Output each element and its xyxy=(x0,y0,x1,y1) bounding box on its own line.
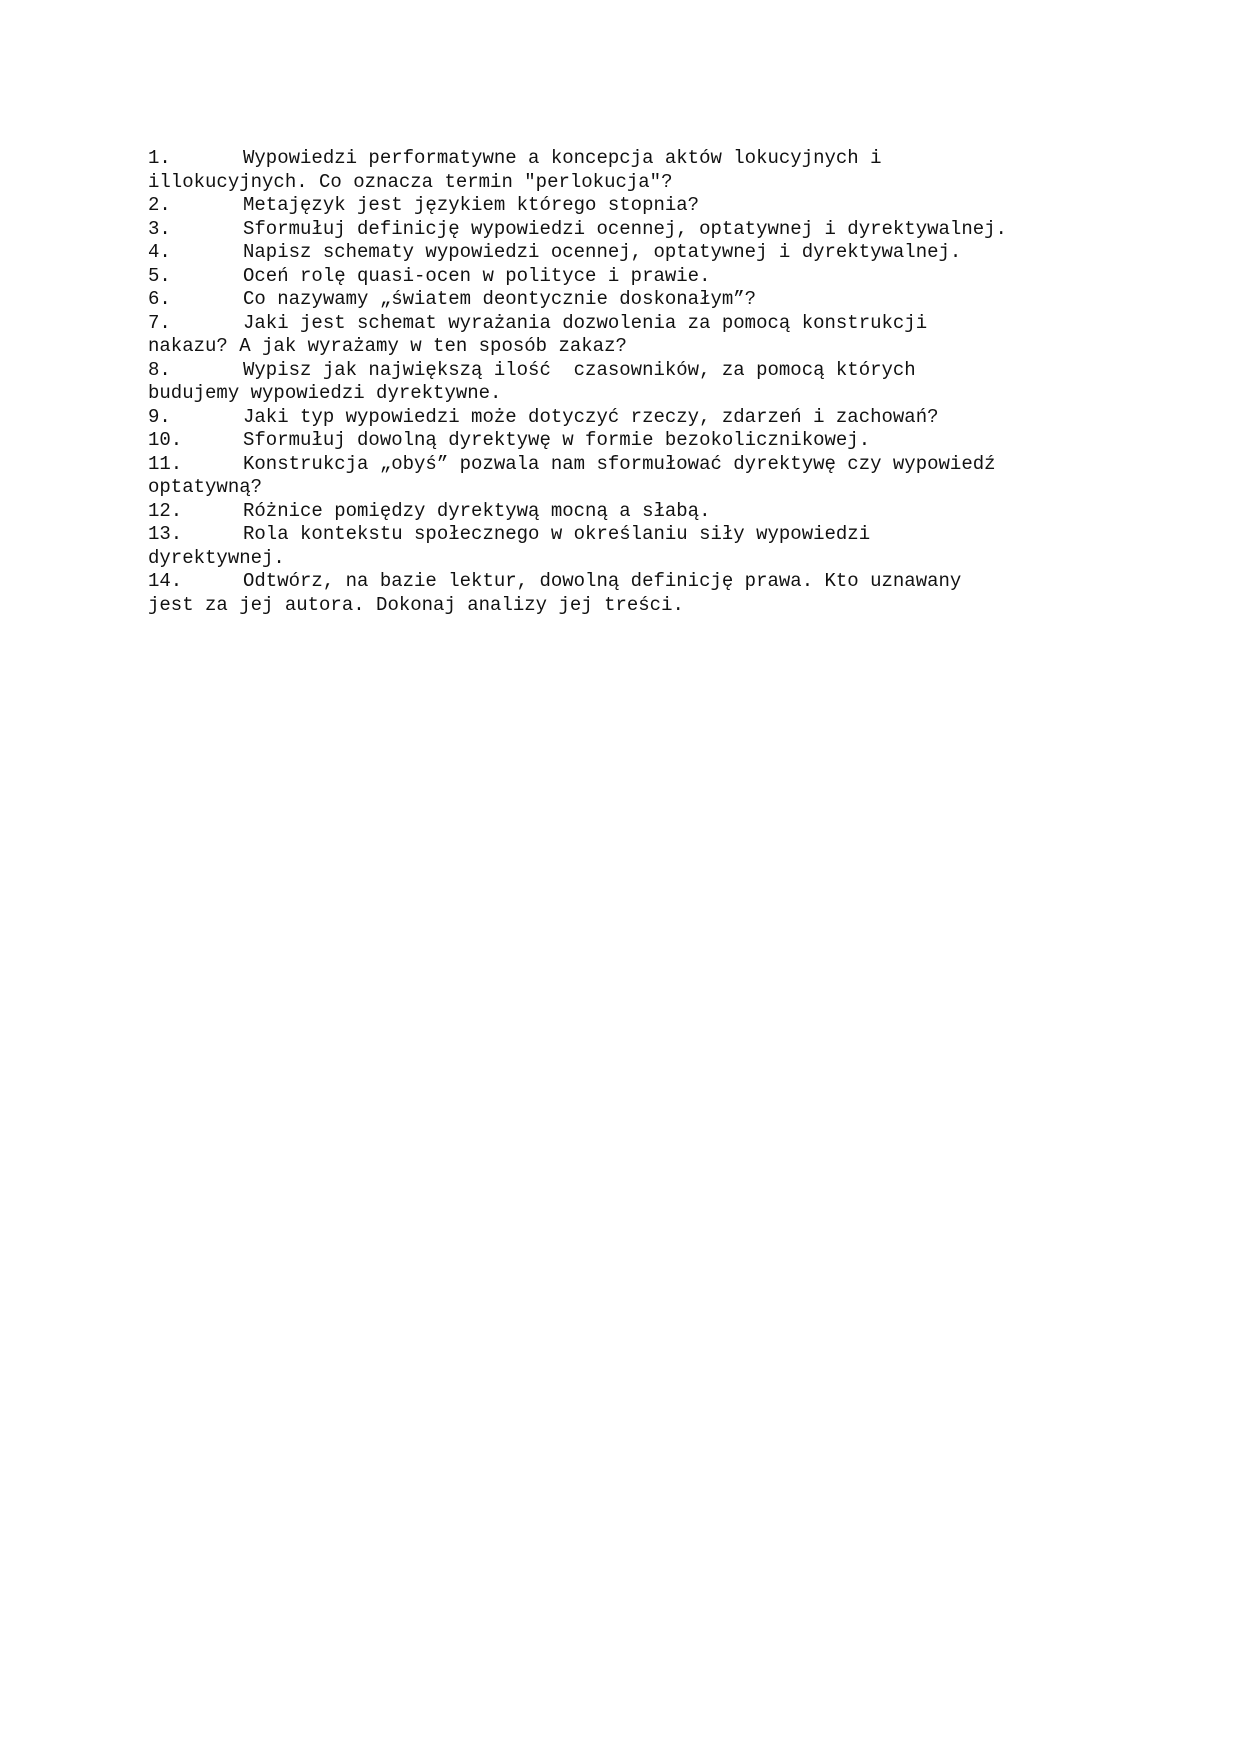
question-item xyxy=(148,406,1148,430)
question-text: Co nazywamy „światem deontycznie doskonałym”? xyxy=(243,288,757,310)
question-continuation: budujemy wypowiedzi dyrektywne. xyxy=(148,382,502,404)
question-text: Konstrukcja „obyś” pozwala nam sformułować dyrektywę czy wypowiedź xyxy=(243,452,996,475)
question-number: 10. xyxy=(148,429,183,451)
question-first-line xyxy=(148,359,1148,383)
question-continuation: dyrektywnej. xyxy=(148,546,285,569)
question-list xyxy=(148,147,1148,617)
question-item xyxy=(148,523,1148,570)
question-number: 11. xyxy=(148,452,183,475)
question-first-line xyxy=(148,500,1148,524)
question-continuation: jest za jej autora. Dokonaj analizy jej treści. xyxy=(148,593,684,616)
question-continuation: nakazu? A jak wyrażamy w ten sposób zakaz? xyxy=(148,335,627,357)
question-item xyxy=(148,241,1148,265)
question-item xyxy=(148,194,1148,218)
question-text: Rola kontekstu społecznego w określaniu siły wypowiedzi xyxy=(243,523,871,545)
question-item xyxy=(148,312,1148,359)
question-first-line xyxy=(148,147,1148,171)
question-first-line xyxy=(148,288,1148,312)
question-item xyxy=(148,429,1148,453)
question-first-line xyxy=(148,570,1148,594)
question-item xyxy=(148,288,1148,312)
question-number: 14. xyxy=(148,570,183,592)
question-number: 5. xyxy=(148,264,171,287)
question-first-line xyxy=(148,265,1148,289)
question-first-line xyxy=(148,194,1148,218)
question-item xyxy=(148,359,1148,406)
question-first-line xyxy=(148,406,1148,430)
question-first-line xyxy=(148,429,1148,453)
question-text: Napisz schematy wypowiedzi ocennej, optatywnej i dyrektywalnej. xyxy=(243,241,962,263)
question-number: 4. xyxy=(148,241,171,263)
question-text: Jaki jest schemat wyrażania dozwolenia za pomocą konstrukcji xyxy=(243,311,928,334)
question-text: Odtwórz, na bazie lektur, dowolną definicję prawa. Kto uznawany xyxy=(243,570,962,592)
question-text: Sformułuj dowolną dyrektywę w formie bezokolicznikowej. xyxy=(243,429,871,451)
question-number: 3. xyxy=(148,217,171,240)
question-item xyxy=(148,265,1148,289)
question-text: Oceń rolę quasi-ocen w polityce i prawie. xyxy=(243,264,711,287)
question-number: 9. xyxy=(148,405,171,428)
question-first-line xyxy=(148,241,1148,265)
question-first-line xyxy=(148,312,1148,336)
question-number: 12. xyxy=(148,499,183,522)
question-item xyxy=(148,570,1148,617)
question-number: 2. xyxy=(148,194,171,216)
question-first-line xyxy=(148,453,1148,477)
question-number: 6. xyxy=(148,288,171,310)
question-item xyxy=(148,218,1148,242)
question-number: 7. xyxy=(148,311,171,334)
question-continuation: illokucyjnych. Co oznacza termin "perlokucja"? xyxy=(148,170,673,193)
question-first-line xyxy=(148,523,1148,547)
question-number: 1. xyxy=(148,147,171,169)
question-number: 13. xyxy=(148,523,183,545)
question-item xyxy=(148,453,1148,500)
question-item xyxy=(148,500,1148,524)
question-number: 8. xyxy=(148,358,171,381)
question-item xyxy=(148,147,1148,194)
question-text: Wypisz jak największą ilość czasowników, za pomocą których xyxy=(243,358,916,381)
question-text: Wypowiedzi performatywne a koncepcja aktów lokucyjnych i xyxy=(243,147,882,169)
question-text: Różnice pomiędzy dyrektywą mocną a słabą. xyxy=(243,499,711,522)
question-continuation: optatywną? xyxy=(148,476,263,498)
question-text: Metajęzyk jest językiem którego stopnia? xyxy=(243,194,700,216)
question-text: Jaki typ wypowiedzi może dotyczyć rzeczy, zdarzeń i zachowań? xyxy=(243,405,939,428)
question-first-line xyxy=(148,218,1148,242)
question-text: Sformułuj definicję wypowiedzi ocennej, optatywnej i dyrektywalnej. xyxy=(243,217,1007,240)
